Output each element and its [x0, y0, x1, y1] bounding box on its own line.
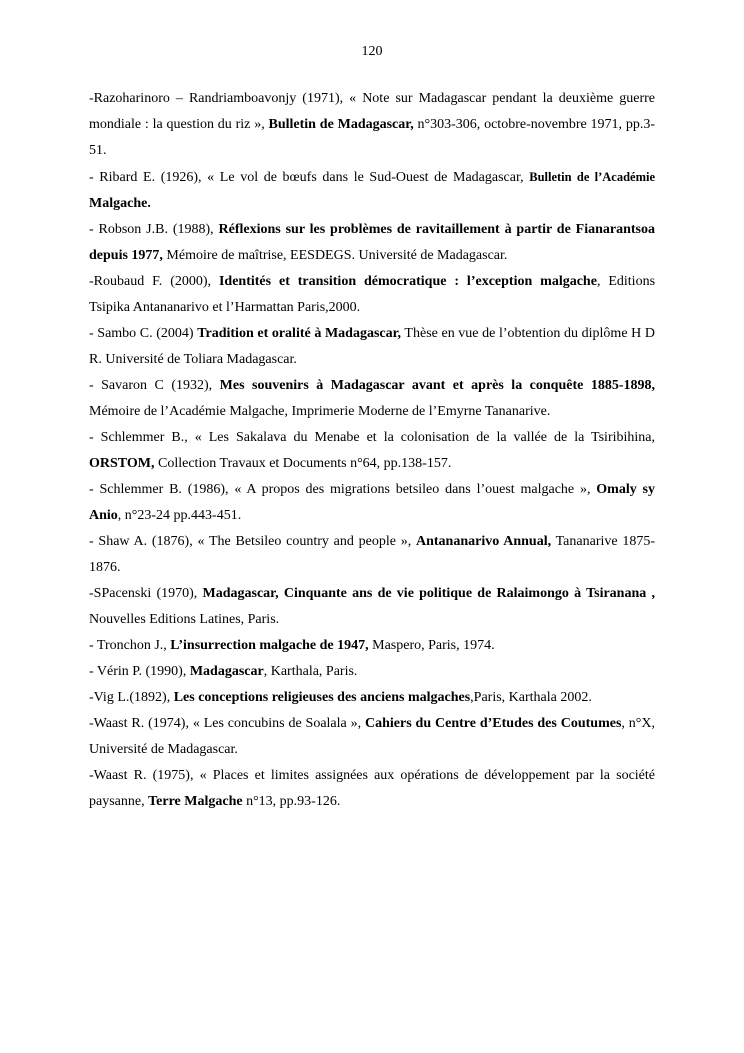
bibliography-entry [89, 659, 655, 685]
entry-title: ORSTOM, [89, 456, 155, 471]
entry-text: ,Paris, Karthala 2002. [470, 690, 592, 705]
entry-text: -Roubaud F. (2000), [89, 274, 219, 289]
entry-title: Madagascar, Cinquante ans de vie politique de Ralaimongo à Tsiranana , [202, 586, 655, 601]
entry-title: Tradition et oralité à Madagascar, [197, 326, 402, 341]
bibliography-list [89, 86, 655, 815]
bibliography-entry [89, 633, 655, 659]
entry-text: , Karthala, Paris. [263, 664, 358, 679]
bibliography-entry [89, 269, 655, 321]
bibliography-entry [89, 581, 655, 633]
bibliography-entry [89, 164, 655, 217]
entry-text: , n°X, Université de Madagascar. [89, 716, 655, 757]
entry-text: Collection Travaux et Documents n°64, pp.138-157. [154, 456, 452, 471]
entry-title: Cahiers du Centre d’Etudes des Coutumes [365, 716, 622, 731]
entry-title: Terre Malgache [148, 794, 243, 809]
entry-text: - Tronchon J., [89, 638, 171, 653]
bibliography-entry [89, 685, 655, 711]
entry-text: -Waast R. (1974), « Les concubins de Soalala », [89, 716, 366, 731]
entry-title: Identités et transition démocratique : l’exception malgache [218, 274, 597, 289]
entry-title: Omaly sy Anio [89, 482, 656, 523]
entry-text: - Ribard E. (1926), « Le vol de bœufs dans le Sud-Ouest de Madagascar, [89, 170, 530, 185]
bibliography-entry [89, 529, 655, 581]
entry-title: Malgache. [89, 196, 151, 211]
bibliography-entry [89, 425, 655, 477]
bibliography-entry [89, 711, 655, 763]
bibliography-entry [89, 86, 655, 164]
bibliography-entry [89, 763, 655, 815]
entry-text: Mémoire de maîtrise, EESDEGS. Université de Madagascar. [162, 248, 508, 263]
entry-title: Bulletin de l’Académie [529, 170, 656, 184]
entry-text: - Vérin P. (1990), [89, 664, 190, 679]
entry-text: - Shaw A. (1876), « The Betsileo country and people », [89, 534, 416, 549]
entry-title: Antananarivo Annual, [416, 534, 552, 549]
entry-text: - Robson J.B. (1988), [89, 222, 219, 237]
entry-text: , Editions Tsipika Antananarivo et l’Harmattan Paris,2000. [89, 274, 656, 315]
entry-title: Mes souvenirs à Madagascar avant et après la conquête 1885-1898, [219, 378, 655, 393]
bibliography-entry [89, 321, 655, 373]
entry-text: n°13, pp.93-126. [242, 794, 341, 809]
entry-text: , n°23-24 pp.443-451. [117, 508, 242, 523]
entry-text: - Savaron C (1932), [89, 378, 220, 393]
bibliography-entry [89, 217, 655, 269]
entry-text: Maspero, Paris, 1974. [368, 638, 495, 653]
entry-text: -SPacenski (1970), [89, 586, 203, 601]
entry-text: n°303-306, octobre-novembre 1971, pp.3-51. [89, 117, 656, 158]
entry-title: Madagascar [189, 664, 264, 679]
entry-text: -Waast R. (1975), « Places et limites assignées aux opérations de développement par la société paysanne, [89, 768, 655, 809]
entry-text: - Sambo C. (2004) [89, 326, 198, 341]
bibliography-entry [89, 373, 655, 425]
entry-text: -Vig L.(1892), [89, 690, 174, 705]
entry-text: Mémoire de l’Académie Malgache, Imprimerie Moderne de l’Emyrne Tananarive. [89, 404, 551, 419]
entry-text: Thèse en vue de l’obtention du diplôme H D R. Université de Toliara Madagascar. [89, 326, 656, 367]
entry-text: - Schlemmer B. (1986), « A propos des migrations betsileo dans l’ouest malgache », [89, 482, 597, 497]
entry-title: Réflexions sur les problèmes de ravitaillement à partir de Fianarantsoa depuis 1977, [89, 222, 656, 263]
entry-text: -Razoharinoro – Randriamboavonjy (1971), « Note sur Madagascar pendant la deuxième guerre mondiale : la question du riz », [89, 91, 655, 132]
entry-text: Nouvelles Editions Latines, Paris. [89, 612, 280, 627]
page-number: 120 [361, 44, 383, 59]
entry-text: - Schlemmer B., « Les Sakalava du Menabe et la colonisation de la vallée de la Tsiribihina, [89, 430, 655, 445]
entry-title: Les conceptions religieuses des anciens malgaches [173, 690, 471, 705]
entry-title: L’insurrection malgache de 1947, [170, 638, 369, 653]
entry-text: Tananarive 1875-1876. [89, 534, 656, 575]
bibliography-entry [89, 477, 655, 529]
entry-title: Bulletin de Madagascar, [268, 117, 414, 132]
